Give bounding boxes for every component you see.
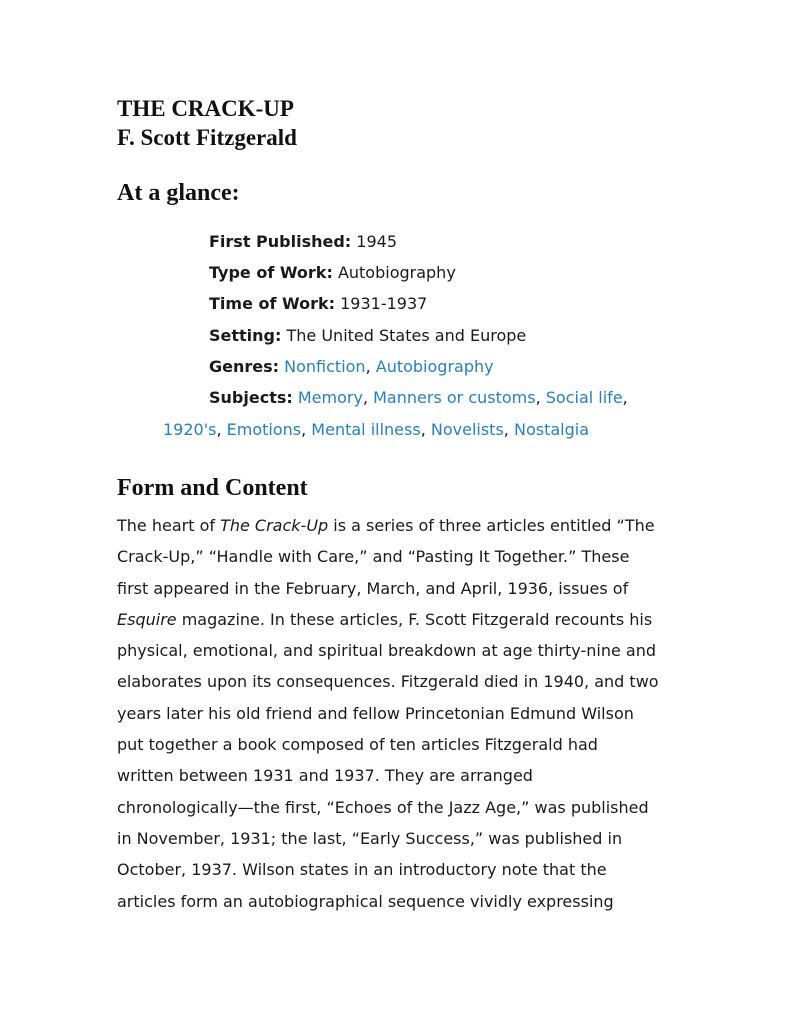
body-line: The heart of The Crack-Up is a series of three articles entitled “The — [117, 516, 655, 535]
form-and-content-heading: Form and Content — [117, 475, 308, 501]
genres-row — [209, 356, 494, 378]
subjects-row-continued — [163, 419, 589, 441]
body-line: put together a book composed of ten articles Fitzgerald had — [117, 735, 598, 755]
body-line: physical, emotional, and spiritual breakdown at age thirty-nine and — [117, 641, 656, 661]
type-of-work-label: Type of Work: — [209, 263, 333, 282]
subject-link-1920s[interactable]: 1920's — [163, 420, 217, 439]
body-line: written between 1931 and 1937. They are arranged — [117, 766, 533, 786]
subject-link-emotions[interactable]: Emotions — [226, 420, 302, 439]
separator: , — [503, 420, 509, 439]
separator: , — [362, 388, 369, 407]
subject-link-novelists[interactable]: Novelists — [430, 420, 504, 439]
genres-label: Genres: — [209, 357, 280, 376]
first-published-value: 1945 — [356, 232, 398, 251]
subject-link-nostalgia[interactable]: Nostalgia — [513, 420, 589, 439]
book-title: THE CRACK-UP — [117, 96, 294, 121]
separator: , — [216, 420, 222, 439]
time-of-work-label: Time of Work: — [209, 294, 336, 313]
separator: , — [622, 388, 628, 407]
setting-row — [209, 325, 526, 347]
subject-link-mental-illness[interactable]: Mental illness — [311, 420, 421, 439]
first-published-row — [209, 231, 397, 253]
type-of-work-row — [209, 262, 456, 284]
body-line: Crack-Up,” “Handle with Care,” and “Pasting It Together.” These — [117, 547, 630, 567]
subjects-row — [209, 387, 628, 409]
type-of-work-value: Autobiography — [337, 263, 456, 282]
body-line: in November, 1931; the last, “Early Success,” was published in — [117, 828, 623, 848]
book-author: F. Scott Fitzgerald — [117, 125, 297, 150]
body-line: years later his old friend and fellow Princetonian Edmund Wilson — [117, 703, 634, 723]
at-a-glance-heading: At a glance: — [117, 180, 240, 206]
subject-link-social-life[interactable]: Social life — [545, 388, 623, 407]
setting-label: Setting: — [209, 326, 282, 345]
body-line: first appeared in the February, March, and April, 1936, issues of — [117, 578, 629, 598]
genre-link-nonfiction[interactable]: Nonfiction — [284, 357, 366, 376]
time-of-work-value: 1931-1937 — [340, 294, 428, 313]
setting-value: The United States and Europe — [286, 326, 527, 345]
subject-link-memory[interactable]: Memory — [297, 388, 363, 407]
body-line: Esquire magazine. In these articles, F. Scott Fitzgerald recounts his — [117, 609, 653, 629]
subject-link-manners-or-customs[interactable]: Manners or customs — [373, 388, 536, 407]
separator: , — [535, 388, 541, 407]
form-and-content-body — [117, 510, 677, 917]
genre-link-autobiography[interactable]: Autobiography — [375, 357, 494, 376]
first-published-label: First Published: — [209, 232, 352, 251]
body-line: elaborates upon its consequences. Fitzgerald died in 1940, and two — [117, 672, 659, 692]
body-line: articles form an autobiographical sequence vividly expressing — [117, 891, 614, 911]
separator: , — [365, 357, 371, 376]
separator: , — [420, 420, 426, 439]
time-of-work-row — [209, 293, 427, 315]
body-line: October, 1937. Wilson states in an introductory note that the — [117, 860, 607, 880]
separator: , — [301, 420, 307, 439]
body-line: chronologically—the first, “Echoes of the Jazz Age,” was published — [117, 797, 649, 817]
subjects-label: Subjects: — [209, 388, 293, 407]
